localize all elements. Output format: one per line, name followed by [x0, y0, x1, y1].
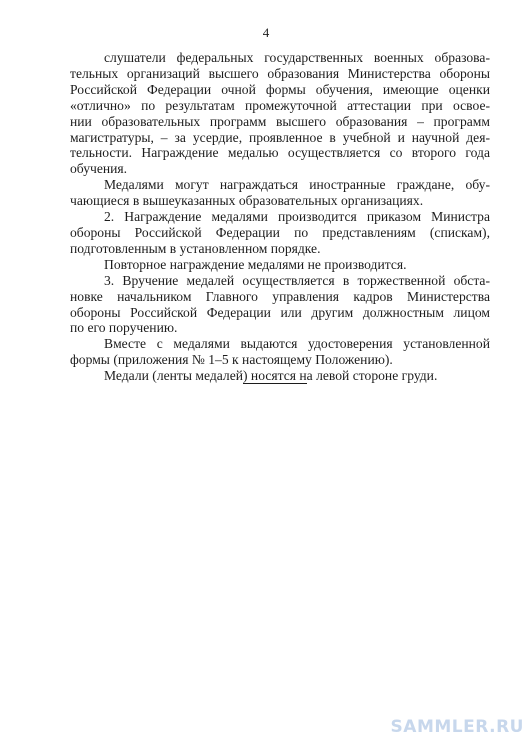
text-line: чающиеся в вышеуказанных образовательных организациях.: [70, 193, 424, 209]
text-line: 2. Награждение медалями производится приказом Министра: [104, 209, 490, 225]
text-line: «отлично» по результатам промежуточной аттестации при освое-: [70, 97, 490, 113]
text-line: Медалями могут награждаться иностранные граждане, обу-: [104, 177, 490, 193]
document-body: [70, 50, 490, 384]
text-line: магистратуры, – за усердие, проявленное в учебной и научной дея-: [70, 129, 490, 145]
watermark: SAMMLER.RU: [390, 717, 524, 737]
text-line: тельных организаций высшего образования Министерства обороны: [70, 65, 490, 81]
text-line: 3. Вручение медалей осуществляется в торжественной обста-: [104, 272, 490, 288]
page-number: 4: [262, 25, 270, 40]
text-line: Вместе с медалями выдаются удостоверения установленной: [104, 336, 490, 352]
text-line: Медали (ленты медалей) носятся на левой стороне груди.: [104, 368, 438, 384]
text-line: обучения.: [70, 161, 128, 177]
text-line: обороны Российской Федерации или другим должностным лицом: [70, 304, 490, 320]
text-line: слушатели федеральных государственных военных образова-: [104, 50, 490, 65]
text-line: подготовленным в установленном порядке.: [70, 240, 321, 256]
text-line: новке начальником Главного управления кадров Министерства: [70, 288, 490, 304]
text-line: по его поручению.: [70, 320, 178, 336]
text-line: обороны Российской Федерации по представлениям (спискам),: [70, 224, 490, 240]
text-line: тельности. Награждение медалью осуществляется со второго года: [70, 145, 490, 161]
text-line: Российской Федерации очной формы обучения, имеющие оценки: [70, 81, 490, 97]
closing-rule: [243, 383, 307, 384]
text-line: нии образовательных программ высшего образования – программ: [70, 113, 490, 129]
text-line: формы (приложения № 1–5 к настоящему Положению).: [70, 352, 393, 368]
text-line: Повторное награждение медалями не производится.: [104, 256, 407, 272]
